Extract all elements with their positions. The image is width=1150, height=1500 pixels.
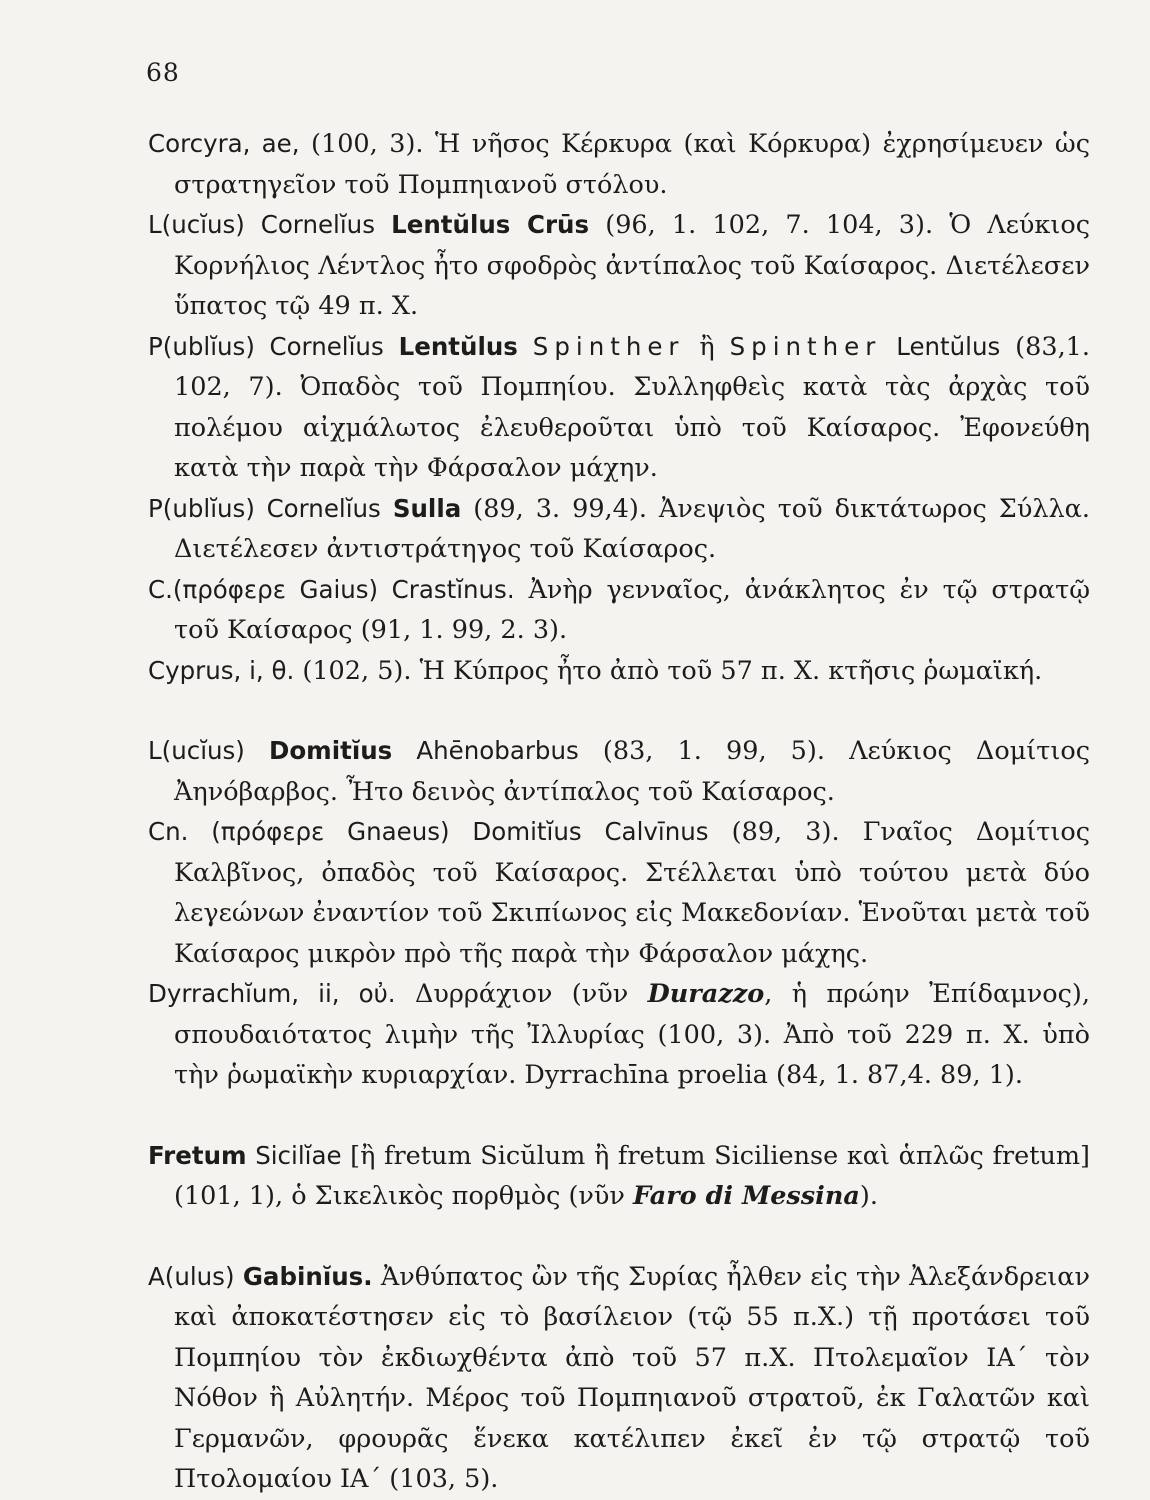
entry-headword-prefix: L(ucĭus) Cornelĭus [148, 210, 375, 239]
entry-italic-name: Faro di Messina [633, 1181, 860, 1211]
entry-headword: Sulla [392, 493, 462, 523]
entry-fretum-siciliae [148, 1136, 1090, 1217]
entry-headword-tail: Ahēnobarbus [416, 736, 579, 765]
entry-headword-tail: Sicilĭae [255, 1140, 342, 1170]
entry-headword: Domitĭus [269, 736, 393, 765]
entry-domitius-calvinus [148, 812, 1090, 974]
entry-headword: C.(πρόφερε Gaius) Crastĭnus. [148, 574, 515, 604]
entry-text: (96, 1. 102, 7. 104, 3). Ὁ Λεύκιος Κορνήλιος Λέντλος ἦτο σφοδρὸς ἀντίπαλος τοῦ Καίσαρος. Διετέλεσεν ὕπατος τῷ 49 π. Χ. [174, 210, 1091, 321]
entry-text: (89, 3. 99,4). Ἀνεψιὸς τοῦ δικτάτωρος Σύλλα. Διετέλεσεν ἀντιστράτηγος τοῦ Καίσαρος. [174, 493, 1090, 564]
entry-text: Δυρράχιον (νῦν [395, 979, 648, 1009]
entry-headword: Lentŭlus [398, 331, 518, 361]
entry-text: ). [859, 1181, 878, 1211]
entry-headword-spaced: Spinther [532, 331, 685, 361]
entry-connector: ἢ [699, 331, 715, 362]
entry-text: (100, 3). Ἡ νῆσος Κέρκυρα (καὶ Κόρκυρα) ἐχρησίμευεν ὡς στρατηγεῖον τοῦ Πομπηιανοῦ στόλου. [174, 129, 1090, 200]
entry-headword-prefix: A(ulus) [148, 1261, 235, 1291]
entry-headword: Cn. (πρόφερε Gnaeus) Domitĭus Calvīnus [148, 817, 709, 846]
entry-dyrrachium [148, 974, 1090, 1096]
entry-headword: Dyrrachĭum, ii, οὐ. [148, 979, 396, 1008]
entry-headword-tail: Lentŭlus [896, 331, 1001, 361]
glossary-entries [148, 124, 1090, 1500]
entry-corcyra [148, 124, 1090, 205]
entry-text: (89, 3). Γναῖος Δομίτιος Καλβῖνος, ὀπαδὸς τοῦ Καίσαρος. Στέλλεται ὑπὸ τούτου μετὰ δύο λεγεώνων ἐναντίον τοῦ Σκιπίωνος εἰς Μακεδονίαν. Ἑνοῦται μετὰ τοῦ Καίσαρος μικρὸν πρὸ τῆς παρὰ τὴν Φάρσαλον μάχης. [174, 817, 1090, 969]
entry-headword: Corcyra, ae, [148, 129, 300, 158]
entry-text: , ἡ πρώην Ἐπίδαμνος), σπουδαιότατος λιμὴν τῆς Ἰλλυρίας (100, 3). Ἀπὸ τοῦ 229 π. Χ. ὑπὸ τὴν ῥωμαϊκὴν κυριαρχίαν. Dyrrachīna proelia (84, 1. 87,4. 89, 1). [174, 979, 1090, 1090]
entry-text: [ἢ fretum Sicŭlum ἢ fretum Siciliense καὶ ἁπλῶς fretum] (101, 1), ὁ Σικελικὸς πορθμὸς (νῦν [174, 1140, 1090, 1211]
entry-text: (83,1. 102, 7). Ὀπαδὸς τοῦ Πομπηίου. Συλληφθεὶς κατὰ τὰς ἀρχὰς τοῦ πολέμου αἰχμάλωτος ἐλευθεροῦται ὑπὸ τοῦ Καίσαρος. Ἐφονεύθη κατὰ τὴν παρὰ τὴν Φάρσαλον μάχην. [174, 331, 1091, 483]
entry-text: (83, 1. 99, 5). Λεύκιος Δομίτιος Ἀηνόβαρβος. Ἦτο δεινὸς ἀντίπαλος τοῦ Καίσαρος. [174, 736, 1091, 807]
entry-headword-prefix: P(ublĭus) Cornelĭus [148, 331, 384, 361]
entry-headword-spaced: Spinther [729, 331, 882, 361]
entry-headword-prefix: P(ublĭus) Cornelĭus [148, 493, 381, 523]
entry-crastinus [148, 570, 1090, 651]
entry-sulla [148, 489, 1090, 570]
entry-headword: Cyprus, i, θ. [148, 655, 295, 685]
entry-lentulus-spinther [148, 327, 1090, 489]
entry-gabinius [148, 1257, 1090, 1500]
entry-headword: Gabinĭus. [242, 1261, 373, 1291]
page-number: 68 [146, 58, 180, 87]
entry-domitius-ahenobarbus [148, 731, 1090, 812]
entry-text: (102, 5). Ἡ Κύπρος ἦτο ἀπὸ τοῦ 57 π. Χ. κτῆσις ῥωμαϊκή. [294, 655, 1043, 686]
entry-headword-prefix: L(ucĭus) [148, 736, 245, 765]
entry-headword: Lentŭlus Crūs [391, 210, 590, 239]
entry-text: Ἀνθύπατος ὢν τῆς Συρίας ἦλθεν εἰς τὴν Ἀλεξάνδρειαν καὶ ἀποκατέστησεν εἰς τὸ βασίλειον (τῷ 55 π.Χ.) τῇ προτάσει τοῦ Πομπηίου τὸν ἐκδιωχθέντα ἀπὸ τοῦ 57 π.Χ. Πτολεμαῖον ΙΑ΄ τὸν Νόθον ἢ Αὐλητήν. Μέρος τοῦ Πομπηιανοῦ στρατοῦ, ἐκ Γαλατῶν καὶ Γερμανῶν, φρουρᾶς ἕνεκα κατέλιπεν ἐκεῖ ἐν τῷ στρατῷ τοῦ Πτολομαίου ΙΑ΄ (103, 5). [174, 1261, 1091, 1494]
entry-text: Ἀνὴρ γενναῖος, ἀνάκλητος ἐν τῷ στρατῷ τοῦ Καίσαρος (91, 1. 99, 2. 3). [174, 574, 1090, 645]
entry-italic-name: Durazzo [647, 979, 765, 1009]
entry-headword: Fretum [148, 1140, 247, 1170]
entry-cyprus [148, 651, 1090, 692]
entry-lentulus-crus [148, 205, 1090, 327]
